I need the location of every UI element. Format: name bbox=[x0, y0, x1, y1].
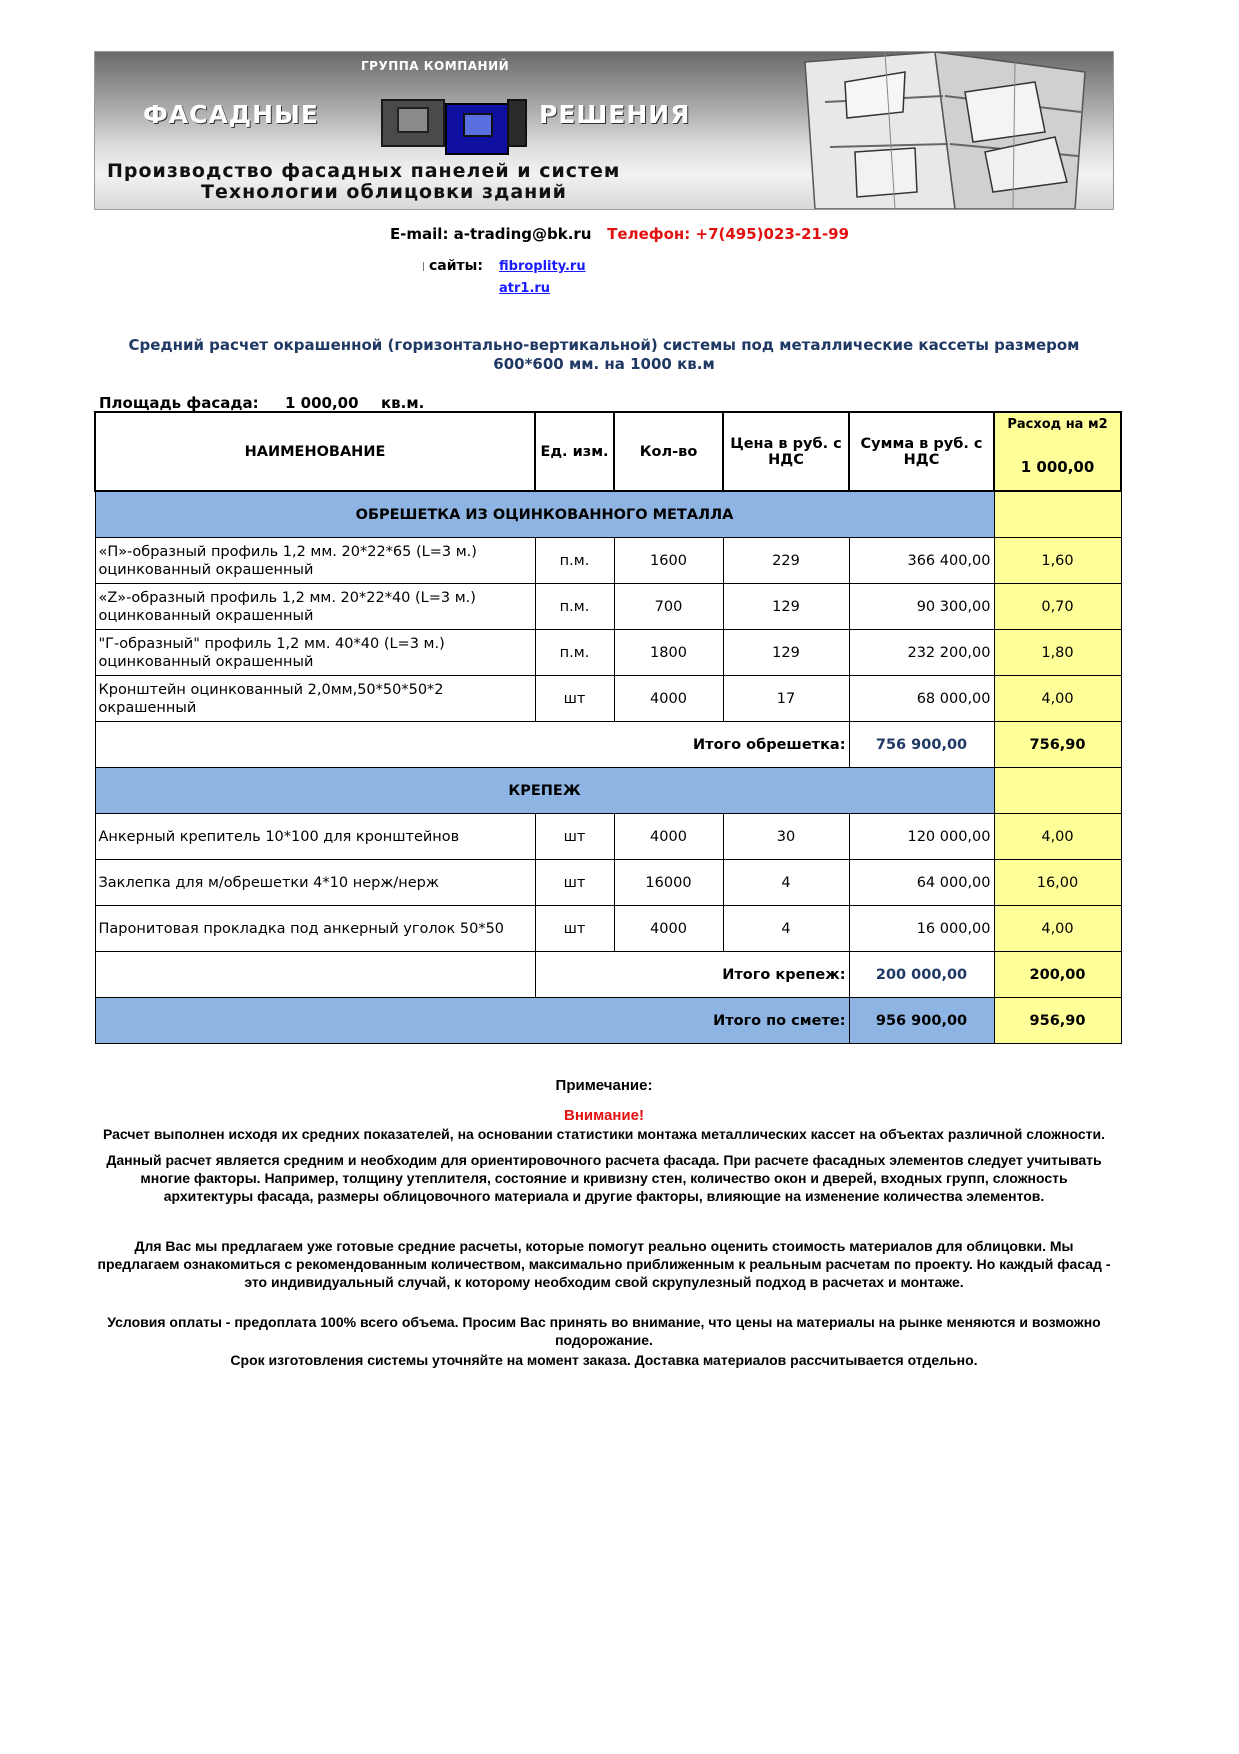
item-name: Анкерный крепитель 10*100 для кронштейнов bbox=[95, 814, 535, 860]
facade-area bbox=[99, 394, 424, 412]
note-paragraph: Условия оплаты - предоплата 100% всего объема. Просим Вас принять во внимание, что цены на материалы на рынке меняются и возможно подорожание. bbox=[107, 1314, 1101, 1348]
item-price: 229 bbox=[723, 538, 849, 584]
subtotal-row-fasteners bbox=[95, 952, 1121, 998]
item-sum: 366 400,00 bbox=[849, 538, 994, 584]
area-label: Площадь фасада: bbox=[99, 394, 259, 412]
item-price: 4 bbox=[723, 906, 849, 952]
item-unit: п.м. bbox=[535, 630, 614, 676]
item-qty: 4000 bbox=[614, 814, 723, 860]
section-title-frame: ОБРЕШЕТКА ИЗ ОЦИНКОВАННОГО МЕТАЛЛА bbox=[95, 491, 994, 538]
item-unit: п.м. bbox=[535, 538, 614, 584]
table-row bbox=[95, 538, 1121, 584]
item-sum: 16 000,00 bbox=[849, 906, 994, 952]
item-qty: 700 bbox=[614, 584, 723, 630]
note-paragraph: Данный расчет является средним и необходим для ориентировочного расчета фасада. При расчете фасадных элементов следует учитывать многие факторы. Например, толщину утеплителя, состояние и кривизну стен, количество окон и дверей, входных групп, сложность архитектуры фасада, размеры облицовочного материала и другие факторы, влияющие на изменение количества элементов. bbox=[106, 1152, 1102, 1204]
banner-word-left: ФАСАДНЫЕ bbox=[143, 100, 320, 129]
item-consumption: 1,80 bbox=[994, 630, 1121, 676]
item-unit: шт bbox=[535, 676, 614, 722]
subtotal-consumption: 200,00 bbox=[994, 952, 1121, 998]
item-qty: 4000 bbox=[614, 906, 723, 952]
table-row bbox=[95, 584, 1121, 630]
item-sum: 68 000,00 bbox=[849, 676, 994, 722]
site-link-fibroplity[interactable]: fibroplity.ru bbox=[499, 259, 586, 274]
notes-label: Примечание: bbox=[555, 1077, 653, 1094]
item-consumption: 16,00 bbox=[994, 860, 1121, 906]
item-sum: 90 300,00 bbox=[849, 584, 994, 630]
item-price: 4 bbox=[723, 860, 849, 906]
section-row-frame bbox=[95, 491, 1121, 538]
contact-line bbox=[0, 225, 1239, 243]
item-consumption: 4,00 bbox=[994, 814, 1121, 860]
banner-word-right: РЕШЕНИЯ bbox=[539, 100, 691, 129]
grand-total-row bbox=[95, 998, 1121, 1044]
header-unit: Ед. изм. bbox=[535, 412, 614, 491]
facade-building-icon bbox=[785, 52, 1113, 209]
company-logo-icon bbox=[380, 94, 530, 156]
subtotal-sum: 200 000,00 bbox=[849, 952, 994, 998]
note-paragraph: Расчет выполнен исходя их средних показателей, на основании статистики монтажа металлических кассет на объектах различной сложности. bbox=[102, 1126, 1106, 1142]
header-sum: Сумма в руб. с НДС bbox=[849, 412, 994, 491]
header-consumption-value: 1 000,00 bbox=[1020, 458, 1095, 476]
tick-mark bbox=[423, 262, 424, 271]
banner-group-label: ГРУППА КОМПАНИЙ bbox=[361, 59, 510, 73]
header-price: Цена в руб. с НДС bbox=[723, 412, 849, 491]
notes-section bbox=[96, 1077, 1112, 1377]
grand-total-label: Итого по смете: bbox=[95, 998, 849, 1044]
item-qty: 1600 bbox=[614, 538, 723, 584]
phone-text: Телефон: +7(495)023-21-99 bbox=[607, 225, 850, 243]
header-consumption bbox=[994, 412, 1121, 491]
item-name: Паронитовая прокладка под анкерный уголок 50*50 bbox=[95, 906, 535, 952]
area-value: 1 000,00 bbox=[285, 394, 359, 412]
table-row bbox=[95, 676, 1121, 722]
subtotal-label: Итого крепеж: bbox=[535, 952, 849, 998]
item-unit: шт bbox=[535, 906, 614, 952]
grand-total-consumption: 956,90 bbox=[994, 998, 1121, 1044]
item-unit: шт bbox=[535, 814, 614, 860]
area-unit: кв.м. bbox=[381, 394, 425, 412]
item-consumption: 0,70 bbox=[994, 584, 1121, 630]
estimate-table bbox=[94, 411, 1122, 1044]
item-name: «Z»-образный профиль 1,2 мм. 20*22*40 (L=3 м.) оцинкованный окрашенный bbox=[95, 584, 535, 630]
subtotal-label: Итого обрешетка: bbox=[95, 722, 849, 768]
note-paragraph: Срок изготовления системы уточняйте на момент заказа. Доставка материалов рассчитывается отдельно. bbox=[230, 1352, 978, 1368]
empty-cell bbox=[95, 952, 535, 998]
banner-tagline-1: Производство фасадных панелей и систем bbox=[107, 160, 621, 182]
section-row-fasteners bbox=[95, 768, 1121, 814]
item-price: 30 bbox=[723, 814, 849, 860]
section-consumption-cell bbox=[994, 491, 1121, 538]
section-title-fasteners: КРЕПЕЖ bbox=[95, 768, 994, 814]
item-price: 17 bbox=[723, 676, 849, 722]
sites-label bbox=[423, 258, 483, 274]
item-name: "Г-образный" профиль 1,2 мм. 40*40 (L=3 м.) оцинкованный окрашенный bbox=[95, 630, 535, 676]
subtotal-row-frame bbox=[95, 722, 1121, 768]
table-header-row bbox=[95, 412, 1121, 491]
warning-label: Внимание! bbox=[564, 1107, 644, 1124]
subtotal-consumption: 756,90 bbox=[994, 722, 1121, 768]
section-consumption-cell bbox=[994, 768, 1121, 814]
item-consumption: 1,60 bbox=[994, 538, 1121, 584]
item-unit: шт bbox=[535, 860, 614, 906]
subtotal-sum: 756 900,00 bbox=[849, 722, 994, 768]
email-text: E-mail: a-trading@bk.ru bbox=[389, 225, 592, 243]
item-qty: 4000 bbox=[614, 676, 723, 722]
banner-tagline-2: Технологии облицовки зданий bbox=[201, 181, 567, 203]
sites-label-text: сайты: bbox=[429, 258, 483, 274]
table-row bbox=[95, 630, 1121, 676]
header-banner bbox=[94, 51, 1114, 210]
header-consumption-label: Расход на м2 bbox=[1007, 417, 1108, 432]
item-sum: 232 200,00 bbox=[849, 630, 994, 676]
item-unit: п.м. bbox=[535, 584, 614, 630]
item-consumption: 4,00 bbox=[994, 676, 1121, 722]
item-name: «П»-образный профиль 1,2 мм. 20*22*65 (L=3 м.) оцинкованный окрашенный bbox=[95, 538, 535, 584]
grand-total-sum: 956 900,00 bbox=[849, 998, 994, 1044]
table-row bbox=[95, 906, 1121, 952]
document-title: Средний расчет окрашенной (горизонтально-вертикальной) системы под металлические кассеты размером 600*600 мм. на 1000 кв.м bbox=[128, 336, 1080, 373]
item-name: Заклепка для м/обрешетки 4*10 нерж/нерж bbox=[95, 860, 535, 906]
item-name: Кронштейн оцинкованный 2,0мм,50*50*50*2 окрашенный bbox=[95, 676, 535, 722]
header-qty: Кол-во bbox=[614, 412, 723, 491]
note-paragraph: Для Вас мы предлагаем уже готовые средние расчеты, которые помогут реально оценить стоимость материалов для облицовки. Мы предлагаем ознакомиться с рекомендованным количеством, максимально приближенным к реальным расчетам по проекту. Но каждый фасад - это индивидуальный случай, к которому необходим свой скрупулезный подход в расчетах и монтаже. bbox=[97, 1238, 1111, 1290]
table-row bbox=[95, 814, 1121, 860]
item-qty: 16000 bbox=[614, 860, 723, 906]
item-price: 129 bbox=[723, 584, 849, 630]
item-sum: 120 000,00 bbox=[849, 814, 994, 860]
item-consumption: 4,00 bbox=[994, 906, 1121, 952]
table-row bbox=[95, 860, 1121, 906]
header-name: НАИМЕНОВАНИЕ bbox=[95, 412, 535, 491]
item-sum: 64 000,00 bbox=[849, 860, 994, 906]
item-price: 129 bbox=[723, 630, 849, 676]
item-qty: 1800 bbox=[614, 630, 723, 676]
site-link-atr1[interactable]: atr1.ru bbox=[499, 281, 551, 296]
